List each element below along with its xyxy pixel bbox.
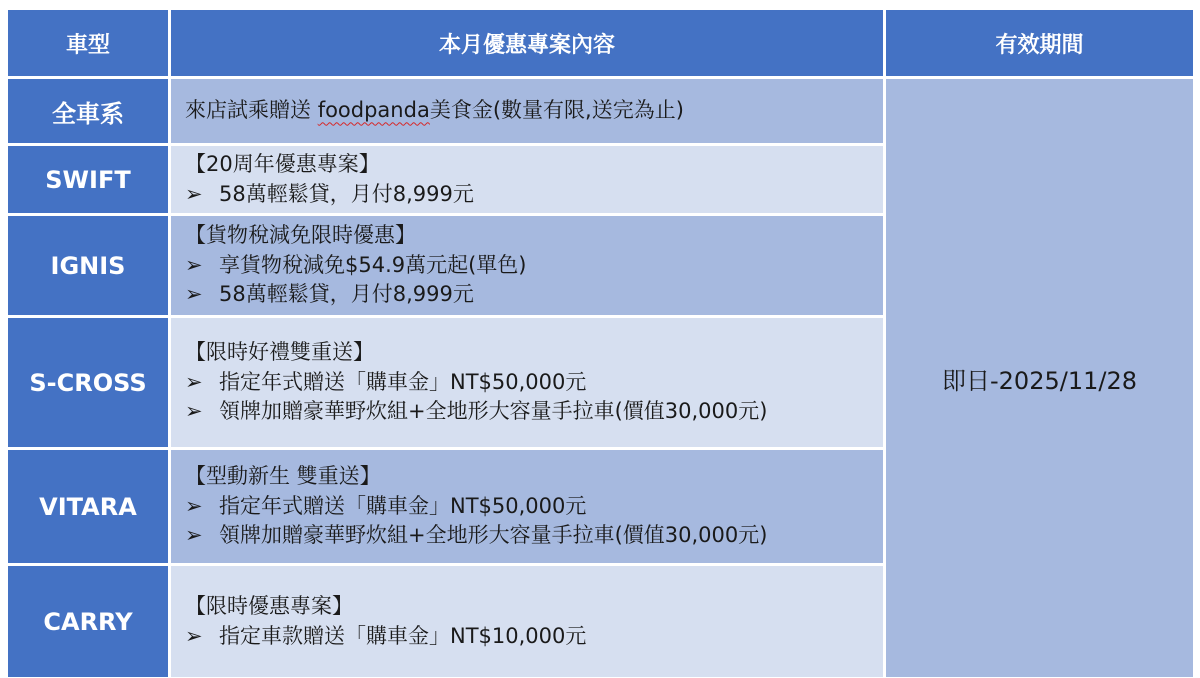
bullet-arrow-icon: ➢	[185, 623, 203, 648]
promo-intro-suffix: 美食金(數量有限,送完為止)	[429, 98, 684, 123]
promo-item	[185, 622, 586, 652]
promo-item-text: 指定車款贈送「購車金」NT$10,000元	[219, 623, 587, 648]
model-cell-all: 全車系	[8, 79, 168, 143]
bullet-arrow-icon: ➢	[185, 282, 203, 307]
promo-item-text: 領牌加贈豪華野炊組+全地形大容量手拉車(價值30,000元)	[219, 523, 768, 548]
promotion-table	[8, 10, 1193, 677]
promo-title: 【限時優惠專案】	[185, 594, 353, 618]
content-cell-swift	[171, 146, 883, 213]
content-cell-s-cross	[171, 318, 883, 447]
promo-item	[185, 492, 586, 522]
bullet-arrow-icon: ➢	[185, 523, 203, 548]
promo-intro-prefix: 來店試乘贈送	[185, 98, 318, 123]
content-cell-carry	[171, 566, 883, 677]
promo-item	[185, 368, 586, 398]
promo-item	[185, 251, 527, 281]
bullet-arrow-icon: ➢	[185, 369, 203, 394]
promo-item	[185, 521, 767, 551]
model-cell-swift: SWIFT	[8, 146, 168, 213]
content-cell-vitara	[171, 450, 883, 563]
period-cell: 即日-2025/11/28	[886, 79, 1193, 677]
model-cell-s-cross: S-CROSS	[8, 318, 168, 447]
promo-item-text: 享貨物稅減免$54.9萬元起(單色)	[219, 252, 527, 277]
promo-item-text: 指定年式贈送「購車金」NT$50,000元	[219, 369, 587, 394]
promo-title: 【限時好禮雙重送】	[185, 340, 374, 365]
promo-title: 【型動新生 雙重送】	[185, 464, 381, 489]
bullet-arrow-icon: ➢	[185, 399, 203, 424]
promo-item	[185, 180, 474, 210]
content-cell-all	[171, 79, 883, 143]
promo-title: 【貨物稅減免限時優惠】	[185, 223, 416, 248]
promo-item	[185, 397, 767, 427]
content-cell-ignis	[171, 216, 883, 315]
model-cell-vitara: VITARA	[8, 450, 168, 563]
promo-item-text: 指定年式贈送「購車金」NT$50,000元	[219, 493, 587, 518]
promo-item	[185, 280, 474, 310]
header-model: 車型	[8, 10, 168, 76]
promo-title: 【20周年優惠專案】	[185, 152, 380, 176]
promo-intro-line	[185, 96, 684, 126]
header-content: 本月優惠專案內容	[171, 10, 883, 76]
model-cell-ignis: IGNIS	[8, 216, 168, 315]
promo-item-text: 58萬輕鬆貸，月付8,999元	[219, 181, 474, 206]
header-period: 有效期間	[886, 10, 1193, 76]
model-cell-carry: CARRY	[8, 566, 168, 677]
bullet-arrow-icon: ➢	[185, 252, 203, 277]
promo-intro-brand: foodpanda	[317, 98, 430, 123]
bullet-arrow-icon: ➢	[185, 181, 203, 206]
promo-item-text: 58萬輕鬆貸，月付8,999元	[219, 282, 474, 307]
bullet-arrow-icon: ➢	[185, 493, 203, 518]
promo-item-text: 領牌加贈豪華野炊組+全地形大容量手拉車(價值30,000元)	[219, 399, 768, 424]
